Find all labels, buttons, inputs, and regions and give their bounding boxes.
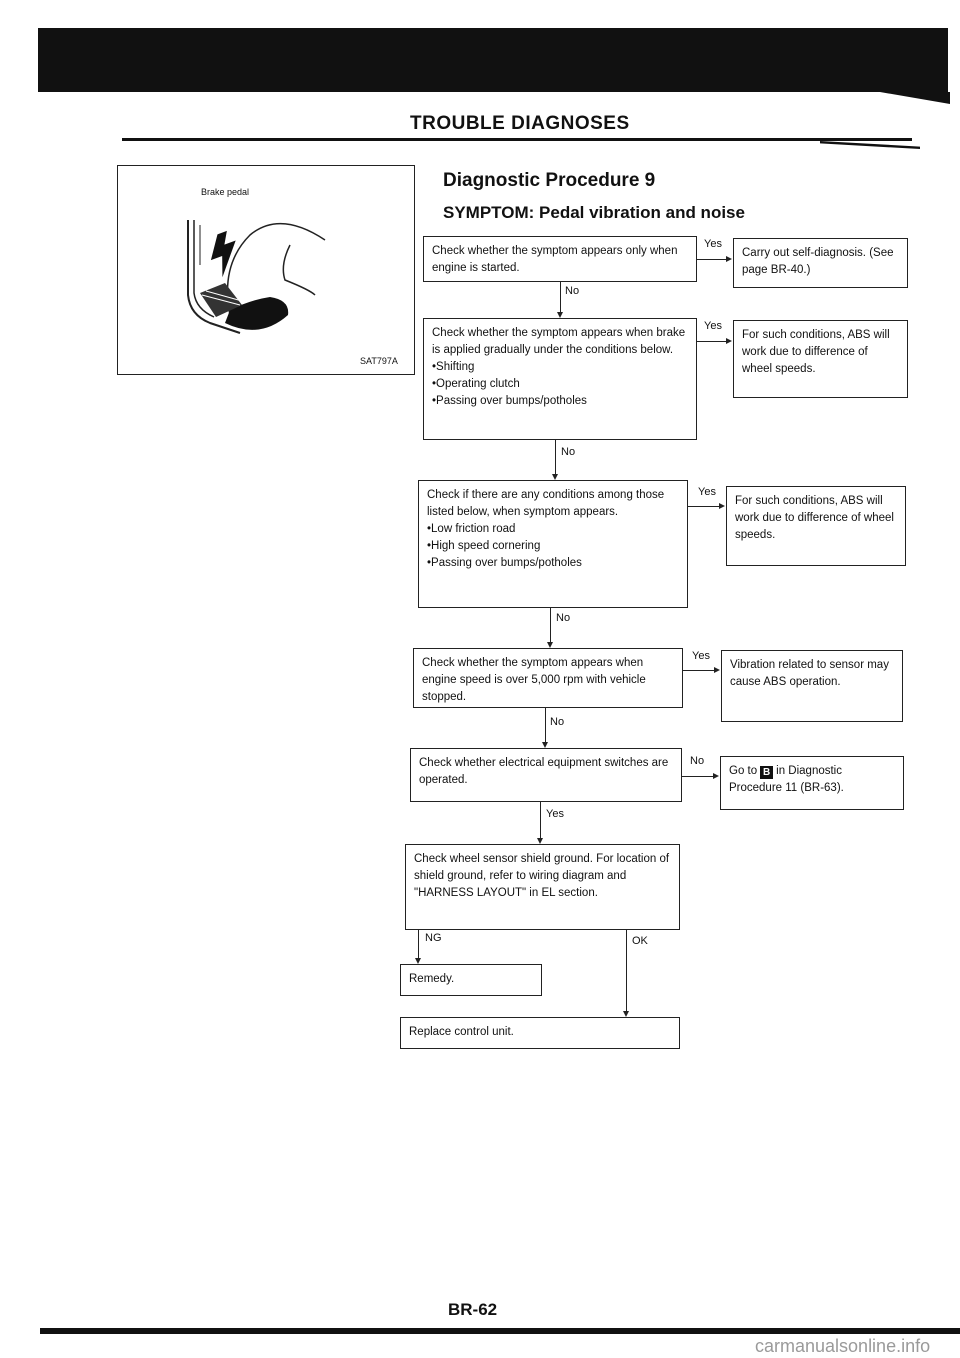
check-text-5: Check whether electrical equipment switches are operated. xyxy=(419,757,669,786)
ok-line xyxy=(626,930,627,1013)
next-label-1: No xyxy=(565,285,580,297)
ng-label: NG xyxy=(425,932,442,944)
step-b-key-icon: B xyxy=(760,766,773,779)
remedy-text: Remedy. xyxy=(409,973,455,985)
flow-line-5 xyxy=(540,802,541,840)
condition-item: • Operating clutch xyxy=(432,376,688,393)
condition-item: • Shifting xyxy=(432,359,688,376)
next-label-2: No xyxy=(561,446,576,458)
page-number: BR-62 xyxy=(448,1300,498,1319)
ok-label: OK xyxy=(632,935,648,947)
result-prefix-5: Go to xyxy=(729,765,758,777)
condition-item: • Passing over bumps/potholes xyxy=(432,393,688,410)
condition-item: • High speed cornering xyxy=(427,538,679,555)
branch-arrow-3 xyxy=(719,503,725,509)
check-box-4 xyxy=(413,648,683,708)
result-text-3: For such conditions, ABS will work due to difference of wheel speeds. xyxy=(735,495,894,541)
branch-arrow-4 xyxy=(714,667,720,673)
symptom-heading: SYMPTOM: Pedal vibration and noise xyxy=(443,203,745,222)
flow-line-1 xyxy=(560,282,561,314)
check-box-2 xyxy=(423,318,697,440)
result-text-1: Carry out self-diagnosis. (See page BR-40.) xyxy=(742,247,894,276)
branch-label-2: Yes xyxy=(704,320,722,332)
result-suffix-5: in Diagnostic Procedure 11 (BR-63). xyxy=(729,765,844,794)
branch-label-4: Yes xyxy=(692,650,710,662)
result-box-5 xyxy=(720,756,904,810)
check-text-1: Check whether the symptom appears only when engine is started. xyxy=(432,245,678,274)
condition-item: • Passing over bumps/potholes xyxy=(427,555,679,572)
check-box-1 xyxy=(423,236,697,282)
branch-label-5: No xyxy=(690,755,705,767)
check-box-5 xyxy=(410,748,682,802)
branch-line-1 xyxy=(697,259,727,260)
result-text-2: For such conditions, ABS will work due to difference of wheel speeds. xyxy=(742,329,890,375)
result-box-2 xyxy=(733,320,908,398)
check-box-6 xyxy=(405,844,680,930)
replace-text: Replace control unit. xyxy=(409,1026,514,1038)
watermark: carmanualsonline.info xyxy=(755,1336,931,1356)
check-text-3: Check if there are any conditions among those listed below, when symptom appears. xyxy=(427,489,665,518)
ng-line xyxy=(418,930,419,960)
flow-line-4 xyxy=(545,708,546,744)
next-label-5: Yes xyxy=(546,808,564,820)
branch-label-3: Yes xyxy=(698,486,716,498)
figure-code: SAT797A xyxy=(360,356,398,366)
brake-pedal-illustration xyxy=(170,205,340,345)
result-box-1 xyxy=(733,238,908,288)
next-label-4: No xyxy=(550,716,565,728)
condition-item: • Low friction road xyxy=(427,521,679,538)
footer-bar xyxy=(40,1328,960,1334)
header-rule-tail xyxy=(820,141,920,149)
flow-line-2 xyxy=(555,440,556,476)
header-bar-taper xyxy=(880,92,950,104)
result-box-3 xyxy=(726,486,906,566)
check-box-3 xyxy=(418,480,688,608)
section-title: TROUBLE DIAGNOSES xyxy=(410,113,630,134)
procedure-title: Diagnostic Procedure 9 xyxy=(443,170,656,191)
branch-label-1: Yes xyxy=(704,238,722,250)
result-text-4: Vibration related to sensor may cause ABS operation. xyxy=(730,659,889,688)
branch-arrow-1 xyxy=(726,256,732,262)
branch-line-3 xyxy=(688,506,720,507)
check-text-2: Check whether the symptom appears when brake is applied gradually under the conditions below. xyxy=(432,327,686,356)
branch-arrow-5 xyxy=(713,773,719,779)
next-label-3: No xyxy=(556,612,571,624)
branch-line-5 xyxy=(682,776,714,777)
header-rule xyxy=(122,138,912,141)
branch-line-4 xyxy=(683,670,715,671)
remedy-box xyxy=(400,964,542,996)
check-text-4: Check whether the symptom appears when engine speed is over 5,000 rpm with vehicle stopped. xyxy=(422,657,646,703)
replace-box xyxy=(400,1017,680,1049)
header-bar xyxy=(38,28,948,92)
branch-line-2 xyxy=(697,341,727,342)
branch-arrow-2 xyxy=(726,338,732,344)
check-text-6: Check wheel sensor shield ground. For location of shield ground, refer to wiring diagram and "HARNESS LAYOUT" in EL section. xyxy=(414,853,670,899)
flow-line-3 xyxy=(550,608,551,644)
result-box-4 xyxy=(721,650,903,722)
figure-caption: Brake pedal xyxy=(201,187,250,197)
